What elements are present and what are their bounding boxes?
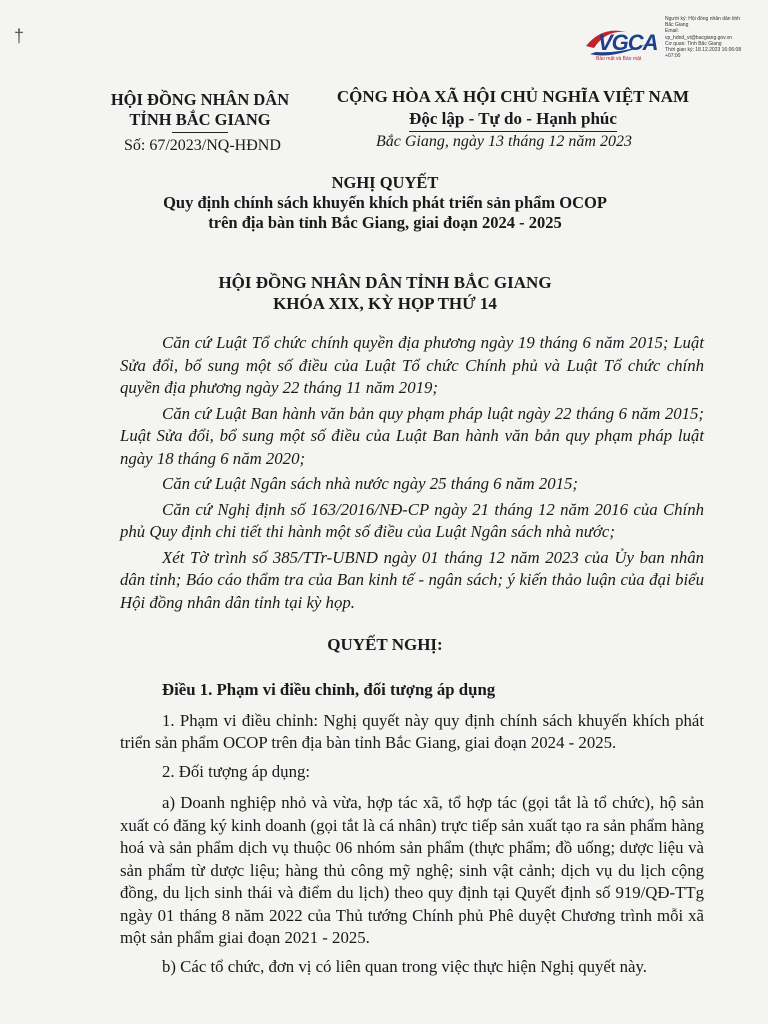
national-motto: Độc lập - Tự do - Hạnh phúc — [409, 109, 617, 128]
place-date: Bắc Giang, ngày 13 tháng 12 năm 2023 — [376, 133, 632, 150]
signature-line: Thời gian ký: 18.12.2023 16:06:08 — [665, 47, 742, 54]
council-line1: HỘI ĐỒNG NHÂN DÂN TỈNH BẮC GIANG — [218, 273, 552, 292]
article-paragraph: a) Doanh nghiệp nhỏ và vừa, hợp tác xã, tổ hợp tác (gọi tắt là tổ chức), hộ sản xuất có đăng ký kinh doanh (gọi tắt là cá nhân) trực tiếp sản xuất tạo ra sản phẩm hàng hoá và sản phẩm dịch vụ thuộc 06 nhóm sản phẩm (thực phẩm; đồ uống; dược liệu và sản phẩm từ dược liệu; hàng thủ công mỹ nghệ; sinh vật cảnh; dịch vụ du lịch cộng đồng, du lịch sinh thái và điểm du lịch) theo quy định tại Quyết định số 919/QĐ-TTg ngày 01 tháng 8 năm 2022 của Thủ tướng Chính phủ Phê duyệt Chương trình mỗi xã một sản phẩm giai đoạn 2021 - 2025. — [120, 793, 704, 947]
signature-line: Người ký: Hội đồng nhân dân tỉnh — [665, 16, 741, 22]
vgca-logo — [582, 24, 664, 64]
national-heading — [318, 86, 708, 130]
legal-basis-paragraph: Căn cứ Nghị định số 163/2016/NĐ-CP ngày 21 tháng 12 năm 2016 của Chính phủ Quy định chi tiết thi hành một số điều của Luật Ngân sách nhà nước; — [120, 499, 704, 541]
title-line1: Quy định chính sách khuyến khích phát triển sản phẩm OCOP — [163, 193, 607, 212]
council-line2: KHÓA XIX, KỲ HỌP THỨ 14 — [273, 294, 497, 313]
signature-line: vp_hdnd_vt@bacgiang.gov.vn — [665, 34, 732, 41]
legal-basis-paragraph: Căn cứ Luật Ngân sách nhà nước ngày 25 tháng 6 năm 2015; — [162, 474, 579, 493]
signature-line: Cơ quan: Tỉnh Bắc Giang — [665, 40, 722, 47]
logo-tagline: Bảo mật và Bảo mật — [596, 56, 642, 62]
title-line2: trên địa bàn tỉnh Bắc Giang, giai đoạn 2024 - 2025 — [208, 213, 562, 232]
legal-basis-paragraph: Căn cứ Luật Tổ chức chính quyền địa phương ngày 19 tháng 6 năm 2015; Luật Sửa đổi, bổ sung một số điều của Luật Tổ chức Chính phủ và Luật Tổ chức chính quyền địa phương ngày 22 tháng 11 năm 2019; — [120, 333, 704, 397]
article-paragraph: b) Các tổ chức, đơn vị có liên quan trong việc thực hiện Nghị quyết này. — [162, 956, 648, 976]
preamble — [120, 332, 704, 617]
issuer-line1: HỘI ĐỒNG NHÂN DÂN — [110, 90, 290, 109]
legal-basis-paragraph: Căn cứ Luật Ban hành văn bản quy phạm pháp luật ngày 22 tháng 6 năm 2015; Luật Sửa đổi, bổ sung một số điều của Luật Ban hành văn bản quy phạm pháp luật ngày 18 tháng 6 năm 2020; — [120, 403, 704, 468]
document-type: NGHỊ QUYẾT — [331, 173, 439, 192]
digital-signature-block — [582, 16, 766, 64]
council-heading — [120, 272, 650, 314]
issuer-line2: TỈNH BẮC GIANG — [129, 110, 271, 129]
article-heading: Điều 1. Phạm vi điều chỉnh, đối tượng áp dụng — [162, 680, 496, 699]
signature-line: +07:00 — [665, 53, 681, 60]
document-number: Số: 67/2023/NQ-HĐND — [124, 137, 281, 154]
logo-text: VGCA — [598, 30, 658, 55]
article-paragraph: 1. Phạm vi điều chỉnh: Nghị quyết này quy định chính sách khuyến khích phát triển sản phẩm OCOP trên địa bàn tỉnh Bắc Giang, giai đoạn 2024 - 2025. — [120, 710, 704, 752]
document-title — [120, 173, 650, 233]
signature-line: Email: — [665, 28, 679, 35]
signature-line: Bắc Giang — [665, 22, 689, 29]
decide-heading: QUYẾT NGHỊ: — [327, 635, 443, 654]
handwritten-mark: † — [14, 26, 25, 46]
article-1 — [120, 679, 704, 984]
issuer-heading — [100, 90, 300, 130]
article-paragraph: 2. Đối tượng áp dụng: — [162, 761, 311, 781]
signature-info — [665, 16, 766, 59]
nation-name: CỘNG HÒA XÃ HỘI CHỦ NGHĨA VIỆT NAM — [336, 87, 690, 106]
legal-basis-paragraph: Xét Tờ trình số 385/TTr-UBND ngày 01 tháng 12 năm 2023 của Ủy ban nhân dân tỉnh; Báo cáo thẩm tra của Ban kinh tế - ngân sách; ý kiến thảo luận của đại biểu Hội đồng nhân dân tỉnh tại kỳ họp. — [120, 547, 704, 612]
